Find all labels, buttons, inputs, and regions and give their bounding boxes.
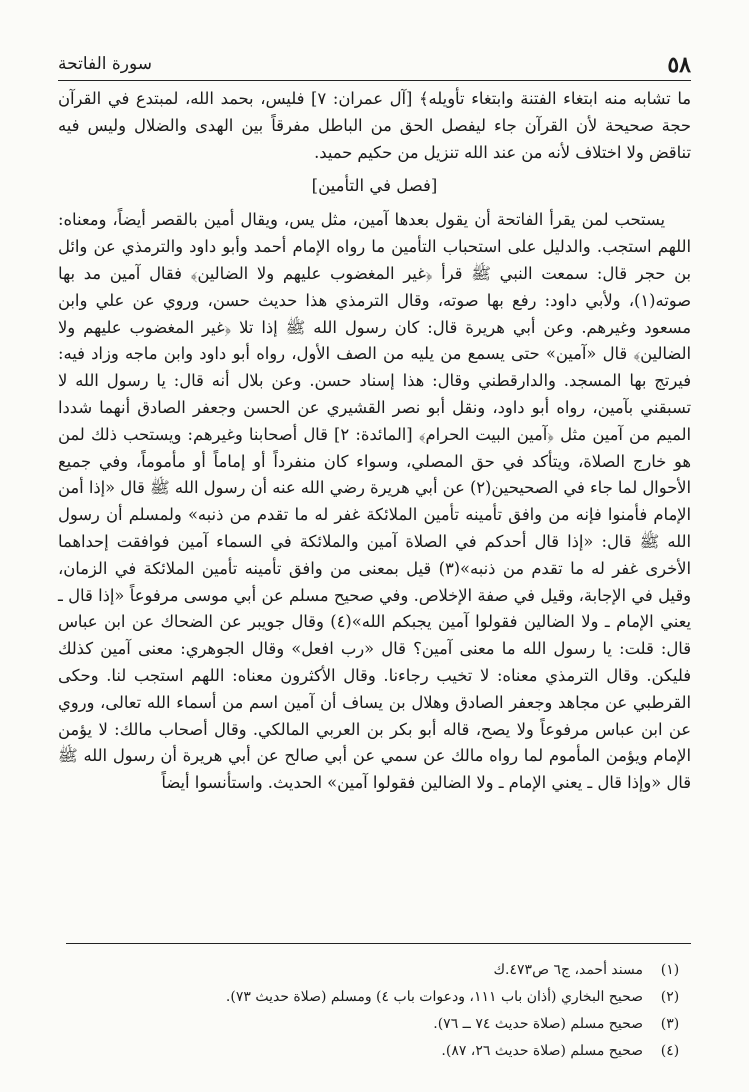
footnote-number: (٣) bbox=[660, 1016, 680, 1032]
footnote-item bbox=[120, 1011, 691, 1038]
footnote-number: (٢) bbox=[660, 989, 680, 1005]
surah-name: سورة الفاتحة bbox=[58, 54, 153, 74]
footnotes bbox=[120, 957, 691, 1065]
footnote-text: مسند أحمد، ج٦ ص٤٧٣.ك bbox=[493, 962, 643, 978]
section-title: [فصل في التأمين] bbox=[311, 176, 438, 196]
intro-paragraph: ما تشابه منه ابتغاء الفتنة وابتغاء تأويله﴾ [آل عمران: ٧] فليس، بحمد الله، لمبتدع في القرآن حجة صحيحة لأن القرآن جاء ليفصل الحق من الباطل مفرقاً بين الهدى والضلال وليس فيه تناقض ولا اختلاف لأنه من عند الله تنزيل من حكيم حميد. bbox=[58, 89, 691, 162]
footnote-text: صحيح مسلم (صلاة حديث ٧٤ ــ ٧٦). bbox=[433, 1016, 643, 1032]
footnote-item bbox=[120, 984, 691, 1011]
footnote-text: صحيح مسلم (صلاة حديث ٢٦، ٨٧). bbox=[441, 1043, 643, 1059]
footnote-item bbox=[120, 957, 691, 984]
page-number: ٥٨ bbox=[667, 52, 691, 78]
footnote-divider bbox=[66, 943, 691, 944]
running-header bbox=[58, 50, 691, 78]
footnote-text: صحيح البخاري (أذان باب ١١١، ودعوات باب ٤) ومسلم (صلاة حديث ٧٣). bbox=[225, 989, 643, 1005]
header-divider bbox=[58, 80, 691, 81]
footnote-number: (١) bbox=[660, 962, 680, 978]
body-text bbox=[58, 86, 691, 797]
footnote-item bbox=[120, 1038, 691, 1065]
main-paragraph: يستحب لمن يقرأ الفاتحة أن يقول بعدها آمين، مثل يس، ويقال أمين بالقصر أيضاً، ومعناه: اللهم استجب. والدليل على استحباب التأمين ما رواه الإمام أحمد وأبو داود والترمذي عن وائل بن حجر قال: سمعت النبي ﷺ قرأ ﴿غير المغضوب عليهم ولا الضالين﴾ فقال آمين مد بها صوته(١)، ولأبي داود: رفع بها صوته، وقال الترمذي هذا حديث حسن، وروي عن علي وابن مسعود وغيرهم. وعن أبي هريرة قال: كان رسول الله ﷺ إذا تلا ﴿غير المغضوب عليهم ولا الضالين﴾ قال «آمين» حتى يسمع من يليه من الصف الأول، رواه أبو داود وابن ماجه وزاد فيه: فيرتج بها المسجد. والدارقطني وقال: هذا إسناد حسن. وعن بلال أنه قال: يا رسول الله لا تسبقني بآمين، رواه أبو داود، ونقل أبو نصر القشيري عن الحسن وجعفر الصادق أنهما شددا الميم من آمين مثل ﴿آمين البيت الحرام﴾ [المائدة: ٢] قال أصحابنا وغيرهم: ويستحب ذلك لمن هو خارج الصلاة، ويتأكد في حق المصلي، وسواء كان منفرداً أو إماماً أو مأموماً، وفي جميع الأحوال لما جاء في الصحيحين(٢) عن أبي هريرة رضي الله عنه أن رسول الله ﷺ قال «إذا أمن الإمام فأمنوا فإنه من وافق تأمينه تأمين الملائكة غفر له ما تقدم من ذنبه» ولمسلم أن رسول الله ﷺ قال: «إذا قال أحدكم في الصلاة آمين والملائكة في السماء آمين فوافقت إحداهما الأخرى غفر له ما تقدم من ذنبه»(٣) قيل بمعنى من وافق تأمينه تأمين الملائكة في الزمان، وقيل في الإجابة، وقيل في صفة الإخلاص. وفي صحيح مسلم عن أبي موسى مرفوعاً «إذا قال ـ يعني الإمام ـ ولا الضالين فقولوا آمين يجبكم الله»(٤) وقال جويبر عن الضحاك عن ابن عباس قال: قلت: يا رسول الله ما معنى آمين؟ قال «رب افعل» وقال الجوهري: معنى آمين كذلك فليكن. وقال الترمذي معناه: لا تخيب رجاءنا. وقال الأكثرون معناه: اللهم استجب لنا. وحكى القرطبي عن مجاهد وجعفر الصادق وهلال بن يساف أن آمين اسم من أسماء الله تعالى، وروي عن ابن عباس مرفوعاً ولا يصح، قاله أبو بكر بن العربي المالكي. وقال أصحاب مالك: لا يؤمن الإمام ويؤمن المأموم لما رواه مالك عن سمي عن أبي صالح عن أبي هريرة أن رسول الله ﷺ قال «وإذا قال ـ يعني الإمام ـ ولا الضالين فقولوا آمين» الحديث. واستأنسوا أيضاً bbox=[58, 210, 691, 793]
footnote-number: (٤) bbox=[660, 1043, 680, 1059]
